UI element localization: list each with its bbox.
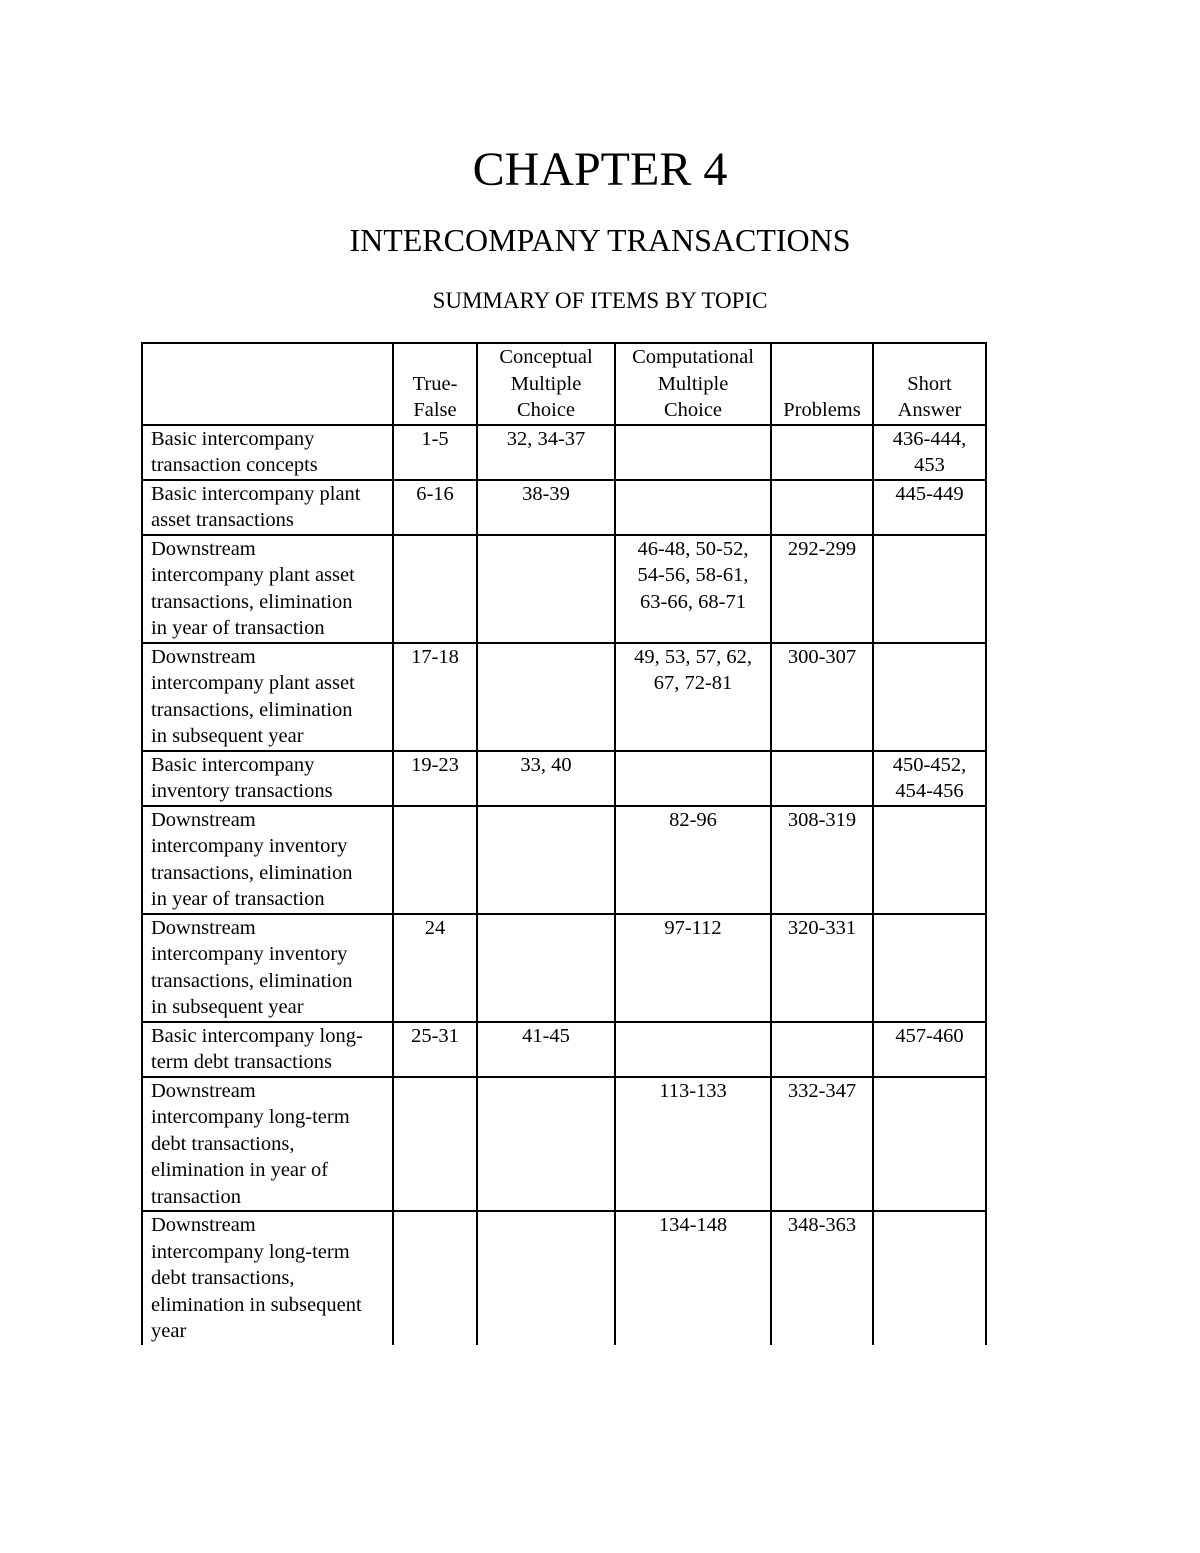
topic-cell	[142, 1077, 393, 1212]
cell-line: False	[413, 399, 457, 421]
short-answer-cell	[873, 1077, 986, 1212]
conceptual-mc-cell	[477, 806, 615, 914]
cell-line: Choice	[516, 399, 576, 421]
cell-line: 6-16	[416, 482, 454, 505]
true-false-cell	[393, 1077, 477, 1212]
cell-line: Basic intercompany long-	[151, 1024, 363, 1047]
cell-line: Downstream	[151, 645, 256, 668]
cell-line: 82-96	[669, 808, 717, 831]
cell-line: Basic intercompany plant	[151, 482, 361, 505]
topic-cell	[142, 914, 393, 1022]
cell-line: 63-66, 68-71	[640, 590, 746, 613]
cell-line: Downstream	[151, 1214, 256, 1236]
cell-line: Basic intercompany	[151, 427, 315, 450]
topic-cell	[142, 643, 393, 751]
computational-mc-cell	[615, 425, 771, 480]
topic-cell	[142, 1211, 393, 1345]
cell-line: Downstream	[151, 1079, 256, 1102]
cell-line: intercompany plant asset	[151, 672, 355, 694]
table-row	[142, 751, 986, 806]
short-answer-cell	[873, 425, 986, 480]
true-false-cell	[393, 480, 477, 535]
computational-mc-cell	[615, 914, 771, 1022]
cell-line: 454-456	[895, 780, 964, 802]
computational-mc-cell	[615, 480, 771, 535]
cell-line: 54-56, 58-61,	[637, 564, 749, 586]
cell-line: Choice	[663, 399, 723, 421]
table-row	[142, 643, 986, 751]
cell-line: transactions, elimination	[151, 969, 353, 992]
cell-line: 49, 53, 57, 62,	[634, 645, 752, 668]
cell-line: Downstream	[151, 808, 256, 831]
cell-line: Basic intercompany	[151, 753, 315, 776]
conceptual-mc-cell	[477, 643, 615, 751]
cell-line: term debt transactions	[151, 1051, 333, 1073]
conceptual-mc-cell	[477, 535, 615, 643]
conceptual-mc-cell	[477, 751, 615, 806]
table-row	[142, 425, 986, 480]
cell-line: 24	[424, 916, 446, 939]
cell-line: transactions, elimination	[151, 590, 353, 613]
problems-cell	[771, 806, 873, 914]
cell-line: Multiple	[657, 372, 729, 395]
short-answer-cell	[873, 1211, 986, 1345]
table-row	[142, 480, 986, 535]
topic-cell	[142, 480, 393, 535]
cell-line: intercompany long-term	[151, 1106, 350, 1128]
cell-line: intercompany inventory	[151, 835, 348, 857]
computational-mc-cell	[615, 806, 771, 914]
cell-line: 41-45	[522, 1024, 570, 1047]
computational-mc-cell	[615, 1022, 771, 1077]
cell-line: 308-319	[787, 808, 857, 831]
cell-line: year	[151, 1320, 187, 1342]
true-false-cell	[393, 1022, 477, 1077]
cell-line: 348-363	[787, 1214, 857, 1236]
true-false-cell	[393, 914, 477, 1022]
short-answer-cell	[873, 1022, 986, 1077]
cell-line: 300-307	[787, 645, 857, 668]
cell-line: intercompany plant asset	[151, 564, 355, 586]
conceptual-mc-cell	[477, 1211, 615, 1345]
header-conceptual-mc	[477, 343, 615, 425]
cell-line: debt transactions,	[151, 1132, 295, 1155]
table-row	[142, 1211, 986, 1345]
cell-line: 17-18	[411, 645, 459, 668]
true-false-cell	[393, 751, 477, 806]
cell-line: 453	[914, 454, 945, 476]
true-false-cell	[393, 1211, 477, 1345]
cell-line: Computational	[632, 346, 754, 368]
cell-line: 113-133	[659, 1079, 727, 1102]
short-answer-cell	[873, 914, 986, 1022]
summary-heading: SUMMARY OF ITEMS BY TOPIC	[432, 288, 768, 313]
header-problems	[771, 343, 873, 425]
header-computational-mc	[615, 343, 771, 425]
cell-line: 67, 72-81	[653, 672, 733, 694]
cell-line: 25-31	[411, 1024, 459, 1047]
cell-line: 320-331	[787, 916, 857, 939]
cell-line: Downstream	[151, 537, 256, 560]
cell-line: 457-460	[895, 1024, 964, 1047]
cell-line: 19-23	[411, 753, 459, 776]
table-body	[142, 425, 986, 1345]
cell-line: asset transactions	[151, 509, 294, 531]
cell-line: Answer	[897, 399, 962, 421]
cell-line: Short	[907, 372, 952, 395]
problems-cell	[771, 1022, 873, 1077]
chapter-title: CHAPTER 4	[472, 143, 728, 196]
cell-line: 97-112	[664, 916, 722, 939]
cell-line: 134-148	[658, 1214, 728, 1236]
cell-line: 332-347	[787, 1079, 857, 1102]
true-false-cell	[393, 643, 477, 751]
cell-line: Problems	[783, 399, 861, 421]
topic-cell	[142, 535, 393, 643]
short-answer-cell	[873, 643, 986, 751]
table-row	[142, 1077, 986, 1212]
cell-line: in subsequent year	[151, 725, 304, 747]
problems-cell	[771, 535, 873, 643]
cell-line: 1-5	[421, 427, 449, 450]
chapter-subtitle: INTERCOMPANY TRANSACTIONS	[349, 222, 851, 258]
cell-line: 32, 34-37	[506, 427, 586, 450]
short-answer-cell	[873, 535, 986, 643]
table-row	[142, 535, 986, 643]
true-false-cell	[393, 806, 477, 914]
conceptual-mc-cell	[477, 1077, 615, 1212]
header-topic	[142, 343, 393, 425]
cell-line: transactions, elimination	[151, 861, 353, 884]
cell-line: 33, 40	[520, 753, 572, 776]
cell-line: Multiple	[510, 372, 582, 395]
conceptual-mc-cell	[477, 480, 615, 535]
conceptual-mc-cell	[477, 1022, 615, 1077]
cell-line: True-	[412, 372, 458, 395]
topic-cell	[142, 806, 393, 914]
cell-line: intercompany inventory	[151, 943, 348, 965]
cell-line: transaction concepts	[151, 454, 318, 476]
table-row	[142, 806, 986, 914]
computational-mc-cell	[615, 535, 771, 643]
cell-line: 46-48, 50-52,	[637, 537, 749, 560]
cell-line: in year of transaction	[151, 617, 325, 639]
computational-mc-cell	[615, 1211, 771, 1345]
conceptual-mc-cell	[477, 425, 615, 480]
cell-line: 436-444,	[892, 427, 967, 450]
problems-cell	[771, 425, 873, 480]
cell-line: 38-39	[522, 482, 570, 505]
table-row	[142, 914, 986, 1022]
problems-cell	[771, 480, 873, 535]
problems-cell	[771, 751, 873, 806]
problems-cell	[771, 1077, 873, 1212]
header-true-false	[393, 343, 477, 425]
cell-line: inventory transactions	[151, 780, 333, 802]
problems-cell	[771, 1211, 873, 1345]
cell-line: intercompany long-term	[151, 1240, 350, 1263]
cell-line: in subsequent year	[151, 996, 304, 1018]
cell-line: in year of transaction	[151, 888, 325, 910]
true-false-cell	[393, 425, 477, 480]
problems-cell	[771, 914, 873, 1022]
cell-line: transactions, elimination	[151, 698, 353, 721]
summary-table	[141, 342, 987, 1345]
short-answer-cell	[873, 480, 986, 535]
cell-line: Downstream	[151, 916, 256, 939]
header-short-answer	[873, 343, 986, 425]
cell-line: Conceptual	[499, 346, 593, 368]
cell-line: elimination in year of	[151, 1159, 329, 1181]
short-answer-cell	[873, 751, 986, 806]
topic-cell	[142, 425, 393, 480]
short-answer-cell	[873, 806, 986, 914]
cell-line: elimination in subsequent	[151, 1293, 362, 1316]
problems-cell	[771, 643, 873, 751]
conceptual-mc-cell	[477, 914, 615, 1022]
true-false-cell	[393, 535, 477, 643]
cell-line: 292-299	[787, 537, 857, 560]
cell-line: debt transactions,	[151, 1267, 295, 1289]
cell-line: 445-449	[895, 482, 964, 505]
cell-line: transaction	[151, 1185, 241, 1208]
table-header-row	[142, 343, 986, 425]
computational-mc-cell	[615, 751, 771, 806]
table-row	[142, 1022, 986, 1077]
computational-mc-cell	[615, 643, 771, 751]
computational-mc-cell	[615, 1077, 771, 1212]
cell-line: 450-452,	[892, 753, 967, 776]
topic-cell	[142, 1022, 393, 1077]
topic-cell	[142, 751, 393, 806]
